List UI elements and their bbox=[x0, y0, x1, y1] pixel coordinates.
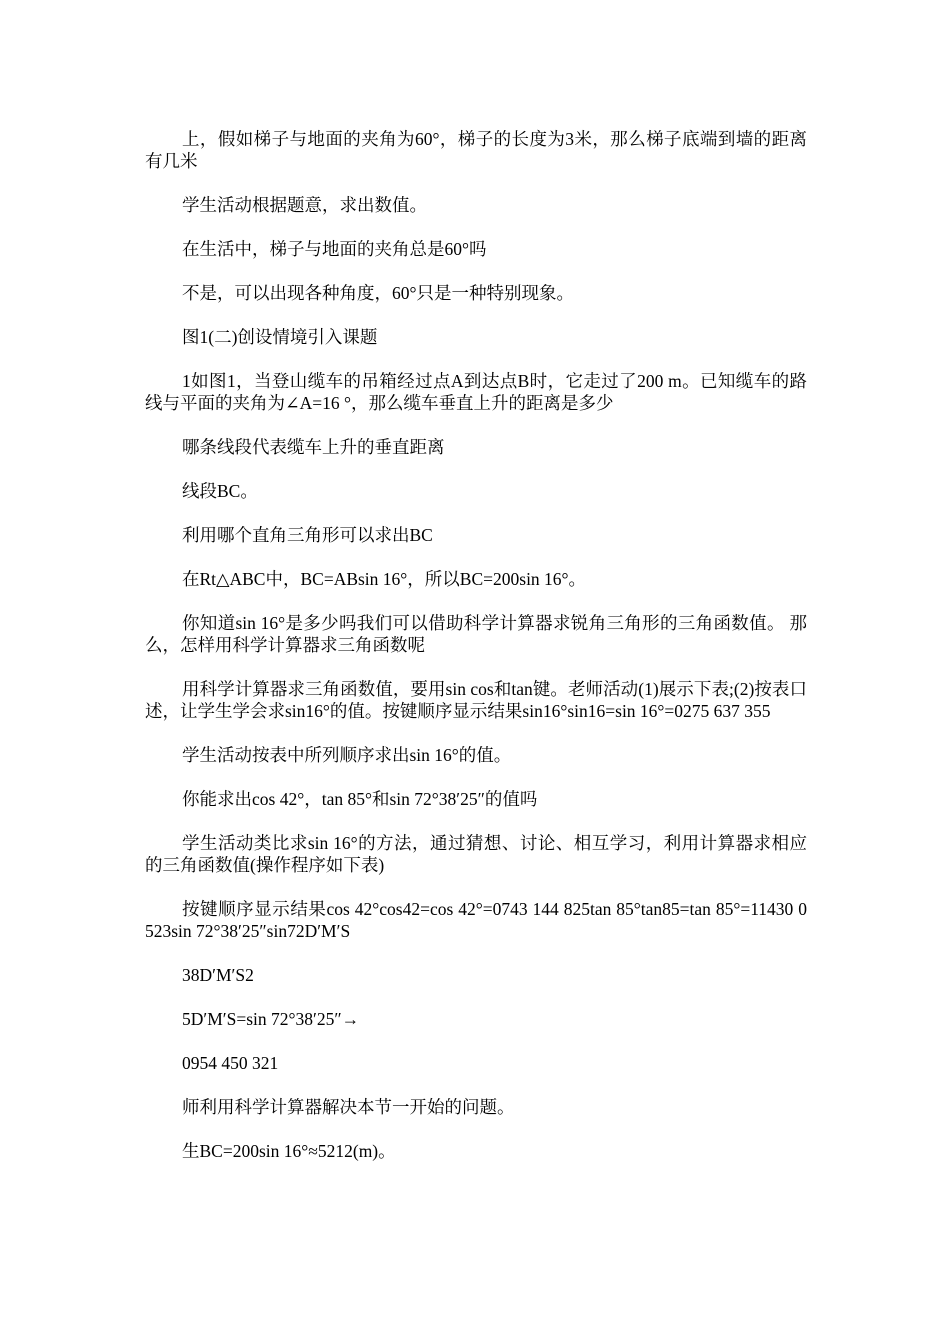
paragraph: 0954 450 321 bbox=[182, 1053, 279, 1073]
paragraph: 生BC=200sin 16°≈5212(m)。 bbox=[182, 1141, 396, 1161]
paragraph: 1如图1，当登山缆车的吊箱经过点A到达点B时，它走过了200 m。已知缆车的路线与平面的夹角为∠A=16 °，那么缆车垂直上升的距离是多少 bbox=[145, 371, 807, 413]
paragraph: 利用哪个直角三角形可以求出BC bbox=[182, 525, 433, 545]
paragraph: 哪条线段代表缆车上升的垂直距离 bbox=[182, 437, 445, 457]
paragraph: 上，假如梯子与地面的夹角为60°，梯子的长度为3米，那么梯子底端到墙的距离有几米 bbox=[145, 129, 807, 171]
paragraph: 按键顺序显示结果cos 42°cos42=cos 42°=0743 144 825tan 85°tan85=tan 85°=11430 0523sin 72°38′25″sin72D′M′S bbox=[145, 899, 807, 941]
paragraph: 用科学计算器求三角函数值，要用sin cos和tan键。老师活动(1)展示下表;(2)按表口述，让学生学会求sin16°的值。按键顺序显示结果sin16°sin16=sin 16°=0275 637 355 bbox=[145, 679, 807, 721]
paragraph: 38D′M′S2 bbox=[182, 965, 254, 985]
paragraph: 在生活中，梯子与地面的夹角总是60°吗 bbox=[182, 239, 487, 259]
paragraph: 学生活动类比求sin 16°的方法，通过猜想、讨论、相互学习，利用计算器求相应的三角函数值(操作程序如下表) bbox=[145, 833, 807, 875]
paragraph: 你能求出cos 42°，tan 85°和sin 72°38′25″的值吗 bbox=[182, 789, 538, 809]
paragraph: 学生活动按表中所列顺序求出sin 16°的值。 bbox=[182, 745, 512, 765]
paragraph: 线段BC。 bbox=[182, 481, 258, 501]
paragraph: 在Rt△ABC中，BC=ABsin 16°，所以BC=200sin 16°。 bbox=[182, 569, 587, 589]
paragraph: 5D′M′S=sin 72°38′25″→ bbox=[182, 1009, 360, 1029]
paragraph: 图1(二)创设情境引入课题 bbox=[182, 327, 378, 347]
document-body bbox=[145, 128, 807, 1184]
paragraph: 不是，可以出现各种角度，60°只是一种特别现象。 bbox=[182, 283, 574, 303]
paragraph: 学生活动根据题意，求出数值。 bbox=[182, 195, 427, 215]
paragraph: 你知道sin 16°是多少吗我们可以借助科学计算器求锐角三角形的三角函数值。 那么，怎样用科学计算器求三角函数呢 bbox=[145, 613, 807, 655]
paragraph: 师利用科学计算器解决本节一开始的问题。 bbox=[182, 1097, 515, 1117]
